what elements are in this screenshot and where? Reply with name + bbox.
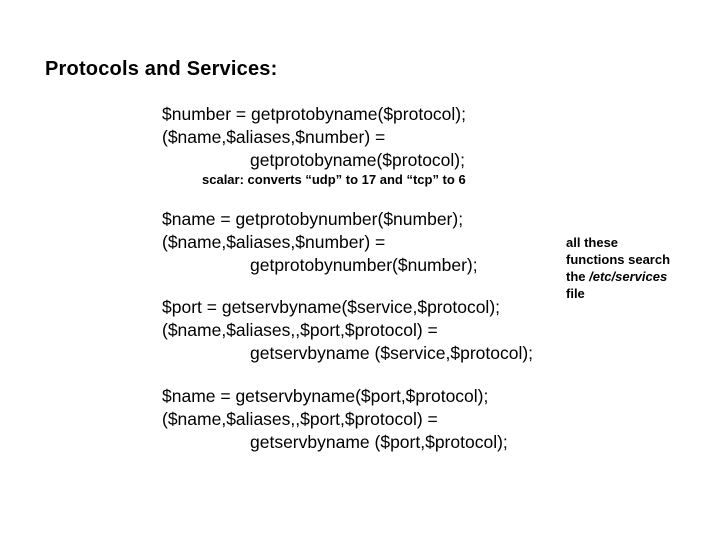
slide-title: Protocols and Services: [45,58,278,80]
scalar-note: scalar: converts “udp” to 17 and “tcp” to 6 [202,172,466,187]
side-note-text: the [566,269,590,284]
code-line: getprotobynumber($number); [250,255,478,275]
code-block-getservbyname-service [162,296,533,365]
side-note-line [566,268,706,285]
code-line: ($name,$aliases,$number) = [162,127,386,147]
code-line: ($name,$aliases,$number) = [162,232,386,252]
side-note-line: file [566,286,585,301]
code-block-getservbyname-port [162,385,508,454]
file-path: /etc/services [589,269,668,284]
code-line: $port = getservbyname($service,$protocol); [162,297,501,317]
side-note [566,234,706,302]
side-note-line: all these [566,235,619,250]
code-line: $name = getprotobynumber($number); [162,209,464,229]
code-line: $name = getservbyname($port,$protocol); [162,386,489,406]
code-block-getprotobynumber [162,208,478,277]
code-line: getservbyname ($port,$protocol); [250,432,508,452]
side-note-line: functions search [566,252,671,267]
code-line: ($name,$aliases,,$port,$protocol) = [162,320,438,340]
code-block-getprotobyname [162,103,466,172]
code-line: getprotobyname($protocol); [250,150,465,170]
code-line: getservbyname ($service,$protocol); [250,343,534,363]
code-line: $number = getprotobyname($protocol); [162,104,466,124]
code-line: ($name,$aliases,,$port,$protocol) = [162,409,438,429]
